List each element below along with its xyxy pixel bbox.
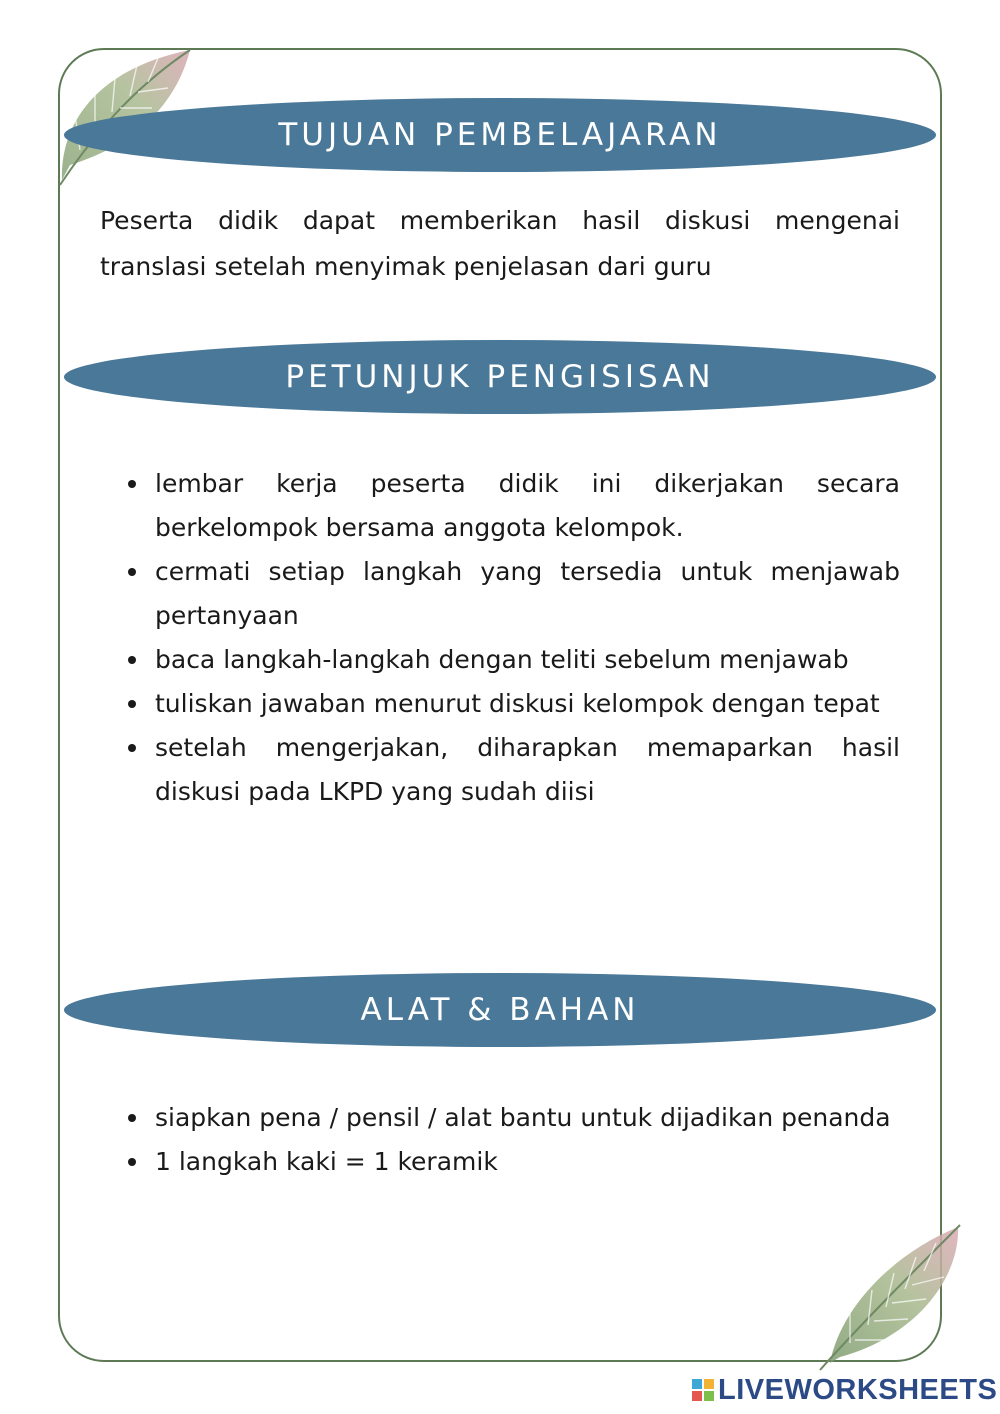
list-item: setelah mengerjakan, diharapkan memaparkan hasil diskusi pada LKPD yang sudah diisi bbox=[100, 726, 900, 814]
materials-list bbox=[100, 1096, 900, 1184]
section-title-text: ALAT & BAHAN bbox=[360, 992, 640, 1028]
list-item: siapkan pena / pensil / alat bantu untuk dijadikan penanda bbox=[100, 1096, 900, 1140]
section-title-materials bbox=[64, 973, 936, 1047]
list-item: tuliskan jawaban menurut diskusi kelompok dengan tepat bbox=[100, 682, 900, 726]
feather-leaf-icon bbox=[800, 1215, 980, 1375]
list-item: cermati setiap langkah yang tersedia untuk menjawab pertanyaan bbox=[100, 550, 900, 638]
objective-text: Peserta didik dapat memberikan hasil diskusi mengenai translasi setelah menyimak penjelasan dari guru bbox=[100, 206, 900, 281]
section-title-text: TUJUAN PEMBELAJARAN bbox=[278, 117, 722, 153]
section-title-objective bbox=[64, 98, 936, 172]
liveworksheets-watermark[interactable] bbox=[692, 1374, 997, 1406]
list-item: 1 langkah kaki = 1 keramik bbox=[100, 1140, 900, 1184]
section-title-instructions bbox=[64, 340, 936, 414]
list-item: lembar kerja peserta didik ini dikerjakan secara berkelompok bersama anggota kelompok. bbox=[100, 462, 900, 550]
instructions-list bbox=[100, 462, 900, 814]
liveworksheets-logo-icon bbox=[692, 1379, 714, 1401]
section-title-text: PETUNJUK PENGISISAN bbox=[285, 359, 715, 395]
list-item: baca langkah-langkah dengan teliti sebelum menjawab bbox=[100, 638, 900, 682]
watermark-text: LIVEWORKSHEETS bbox=[718, 1373, 998, 1406]
